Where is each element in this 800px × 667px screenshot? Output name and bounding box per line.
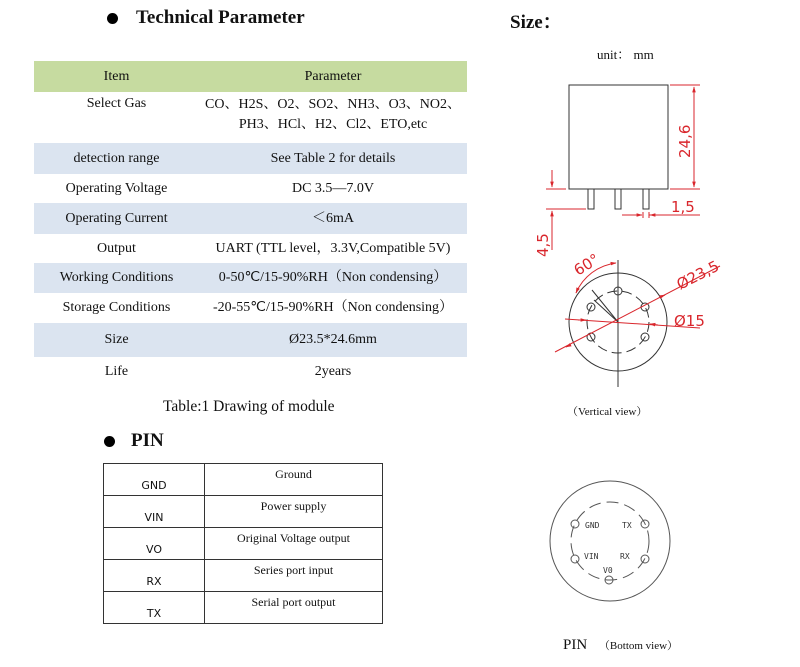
pin-name: RX <box>104 560 205 592</box>
size-title: Size： <box>510 12 562 33</box>
bottom-label-vin: VIN <box>584 552 599 561</box>
pin-name: TX <box>104 592 205 624</box>
row-value-line1: CO、H2S、O2、SO2、NH3、O3、NO2、 <box>205 97 461 112</box>
header-parameter: Parameter <box>199 61 467 92</box>
bottom-caption-main: PIN <box>563 637 588 653</box>
row-item: Select Gas <box>86 96 147 111</box>
sensor-side-view <box>569 85 668 209</box>
row-value: See Table 2 for details <box>199 143 467 174</box>
bottom-caption-sub: （Bottom view） <box>598 640 679 652</box>
row-item: Working Conditions <box>34 263 199 293</box>
height-dimension: 24,6 <box>676 124 694 158</box>
pin-length-dimension: 4,5 <box>534 233 552 257</box>
row-value: 2years <box>314 364 352 379</box>
pin-circle-diameter-dimension: Ø15 <box>674 312 705 330</box>
row-item: Size <box>34 323 199 357</box>
pin-title: PIN <box>131 430 164 451</box>
pin-name: GND <box>104 464 205 496</box>
pin-name: VO <box>104 528 205 560</box>
row-item: detection range <box>34 143 199 174</box>
bottom-label-gnd: GND <box>585 521 600 530</box>
vertical-view-caption: （Vertical view） <box>567 406 648 418</box>
pin-desc: Serial port output <box>205 592 383 624</box>
bottom-label-tx: TX <box>622 521 632 530</box>
row-item: Storage Conditions <box>62 300 171 315</box>
row-item: Output <box>97 240 136 256</box>
row-item: Life <box>104 364 129 379</box>
pin-name: VIN <box>104 496 205 528</box>
pin-desc: Series port input <box>205 560 383 592</box>
sensor-vertical-view <box>569 260 667 387</box>
pin-width-dimension: 1,5 <box>671 198 695 216</box>
bottom-label-vo: V0 <box>603 566 613 575</box>
row-value-line2: PH3、HCl、H2、Cl2、ETO,etc <box>238 117 428 132</box>
pin-desc: Ground <box>205 464 383 496</box>
bottom-label-rx: RX <box>620 552 630 561</box>
row-value: DC 3.5—7.0V <box>291 180 375 196</box>
bottom-view-caption <box>563 637 678 654</box>
sensor-bottom-view <box>550 481 670 601</box>
header-item: Item <box>34 61 199 92</box>
unit-label: unit： mm <box>597 47 654 62</box>
pin-desc: Original Voltage output <box>205 528 383 560</box>
row-item: Operating Voltage <box>65 180 168 196</box>
table-caption: Table:1 Drawing of module <box>163 398 335 415</box>
row-value: -20-55℃/15-90%RH（Non condensing） <box>212 300 454 315</box>
row-value: UART (TTL level，3.3V,Compatible 5V) <box>215 240 451 256</box>
row-value: ＜6mA <box>199 203 467 234</box>
row-item: Operating Current <box>34 203 199 234</box>
pin-desc: Power supply <box>205 496 383 528</box>
row-value: 0-50℃/15-90%RH（Non condensing） <box>199 263 467 293</box>
outer-diameter-dimension: Ø23,5 <box>673 256 723 294</box>
angle-dimension: 60° <box>570 250 603 280</box>
technical-parameter-title: Technical Parameter <box>136 7 305 28</box>
row-value: Ø23.5*24.6mm <box>199 323 467 357</box>
